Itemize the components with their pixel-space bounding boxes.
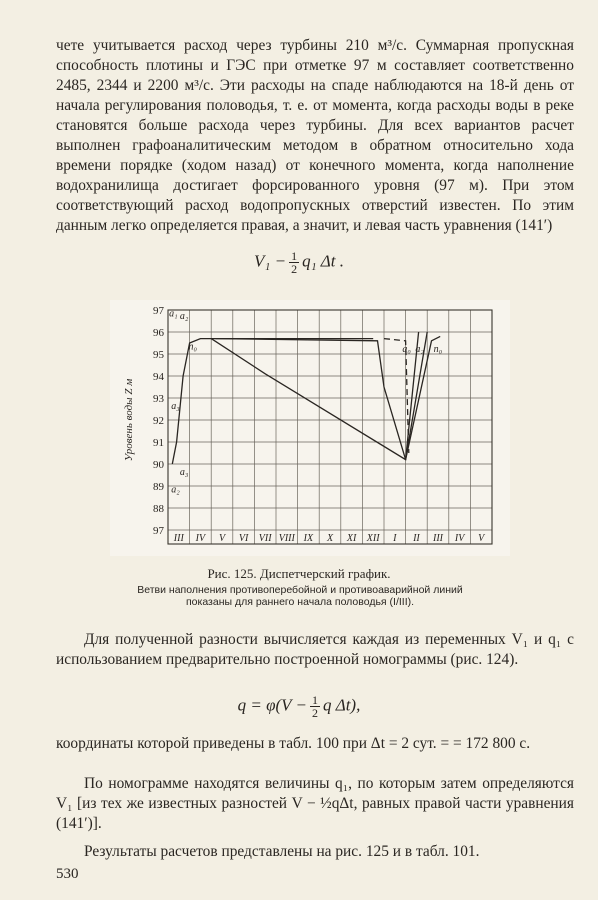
x-tick-label: IV xyxy=(195,533,206,544)
x-tick-label: XI xyxy=(346,533,357,544)
formula-1-right: q₁ Δt . xyxy=(302,251,344,271)
formula-2-right: q Δt), xyxy=(322,695,361,715)
formula-1 xyxy=(0,250,598,275)
annotation-label: a₂ xyxy=(179,310,189,322)
y-tick-label: 91 xyxy=(153,437,164,449)
y-tick-label: 97 xyxy=(153,525,164,537)
y-tick-label: 90 xyxy=(153,459,164,471)
annotation-label: a₀ xyxy=(402,343,411,355)
x-tick-labels xyxy=(173,533,486,544)
annotation-label: a₁ xyxy=(169,308,178,320)
formula-2-num: 1 xyxy=(311,693,318,707)
paragraph-2: Для полученной разности вычисляется каждая из переменных V₁ и q₁ с использованием предварительно построенной номограммы (рис. 124). xyxy=(56,631,574,668)
page-number: 530 xyxy=(56,866,79,882)
formula-2-left: q = φ(V − xyxy=(237,695,307,715)
formula-1-fraction xyxy=(289,250,299,275)
y-tick-label: 93 xyxy=(153,393,164,405)
x-tick-label: I xyxy=(393,533,397,544)
paragraph-1: чете учитывается расход через турбины 210 м³/с. Суммарная пропускная способность плотины и ГЭС при отметке 97 м составляет соответственно 2485, 2344 и 2200 м³/с. Эти расходы на спаде наблюдаются на 18-й день от начала регулирования половодья, т. е. от момента, когда расходы воды в реке становятся больше расхода через турбины. Для всех вариантов расчет выполнен графоаналитическим методом в обратном относительно хода времени порядке (ходом назад) от конечного момента, когда наполнение водохранилища достигает форсированного уровня (97 м). При этом соответствующий расход водопропускных отверстий известен. По этим данным легко определяется правая, а значит, и левая часть уравнения (141′) xyxy=(56,37,574,234)
x-tick-label: VII xyxy=(258,533,272,544)
y-axis-label: Уровень воды Z м xyxy=(123,378,135,462)
paragraph-5: Результаты расчетов представлены на рис. 125 и в табл. 101. xyxy=(84,843,480,860)
annotation-label: a₂ xyxy=(415,343,424,355)
x-tick-label: III xyxy=(173,533,184,544)
figure-caption: Рис. 125. Диспетчерский график. xyxy=(207,566,391,581)
figure-note: Ветви наполнения противоперебойной и противоаварийной линий показаны для раннего начала половодья (I/III). xyxy=(137,584,463,608)
formula-1-left: V₁ − xyxy=(254,251,287,271)
y-tick-label: 88 xyxy=(153,503,164,515)
x-tick-label: X xyxy=(326,533,334,544)
paragraph-3: координаты которой приведены в табл. 100 при Δt = 2 сут. = = 172 800 с. xyxy=(56,735,531,752)
annotation-label: n₀ xyxy=(433,343,443,355)
annotation-label: a₂ xyxy=(171,484,180,496)
x-tick-label: VI xyxy=(238,533,249,544)
y-tick-label: 96 xyxy=(153,327,164,339)
annotation-label: a₃ xyxy=(171,401,180,412)
y-tick-label: 97 xyxy=(153,305,164,317)
x-tick-label: V xyxy=(478,533,485,544)
x-tick-label: IV xyxy=(454,533,465,544)
annotation-label: n₀ xyxy=(188,341,198,353)
formula-1-den: 2 xyxy=(291,262,298,276)
y-tick-label: 94 xyxy=(153,371,164,383)
y-tick-label: 92 xyxy=(153,415,164,427)
formula-2-den: 2 xyxy=(311,706,318,720)
paragraph-4: По номограмме находятся величины q₁, по которым затем определяются V₁ [из тех же известных разностей V − ½qΔt, равных правой части уравнения (141′)]. xyxy=(56,775,574,832)
formula-2 xyxy=(0,694,598,719)
formula-1-num: 1 xyxy=(291,249,298,263)
dispatch-chart xyxy=(110,300,510,556)
x-tick-label: IX xyxy=(303,533,314,544)
x-tick-label: II xyxy=(413,533,420,544)
x-tick-label: V xyxy=(218,533,226,544)
x-tick-label: XII xyxy=(366,533,380,544)
x-tick-label: III xyxy=(433,533,443,544)
y-tick-label: 95 xyxy=(153,349,164,361)
formula-2-fraction xyxy=(310,694,320,719)
x-tick-label: VIII xyxy=(278,533,295,544)
annotation-label: a₃ xyxy=(179,467,189,478)
y-tick-label: 89 xyxy=(153,481,164,493)
